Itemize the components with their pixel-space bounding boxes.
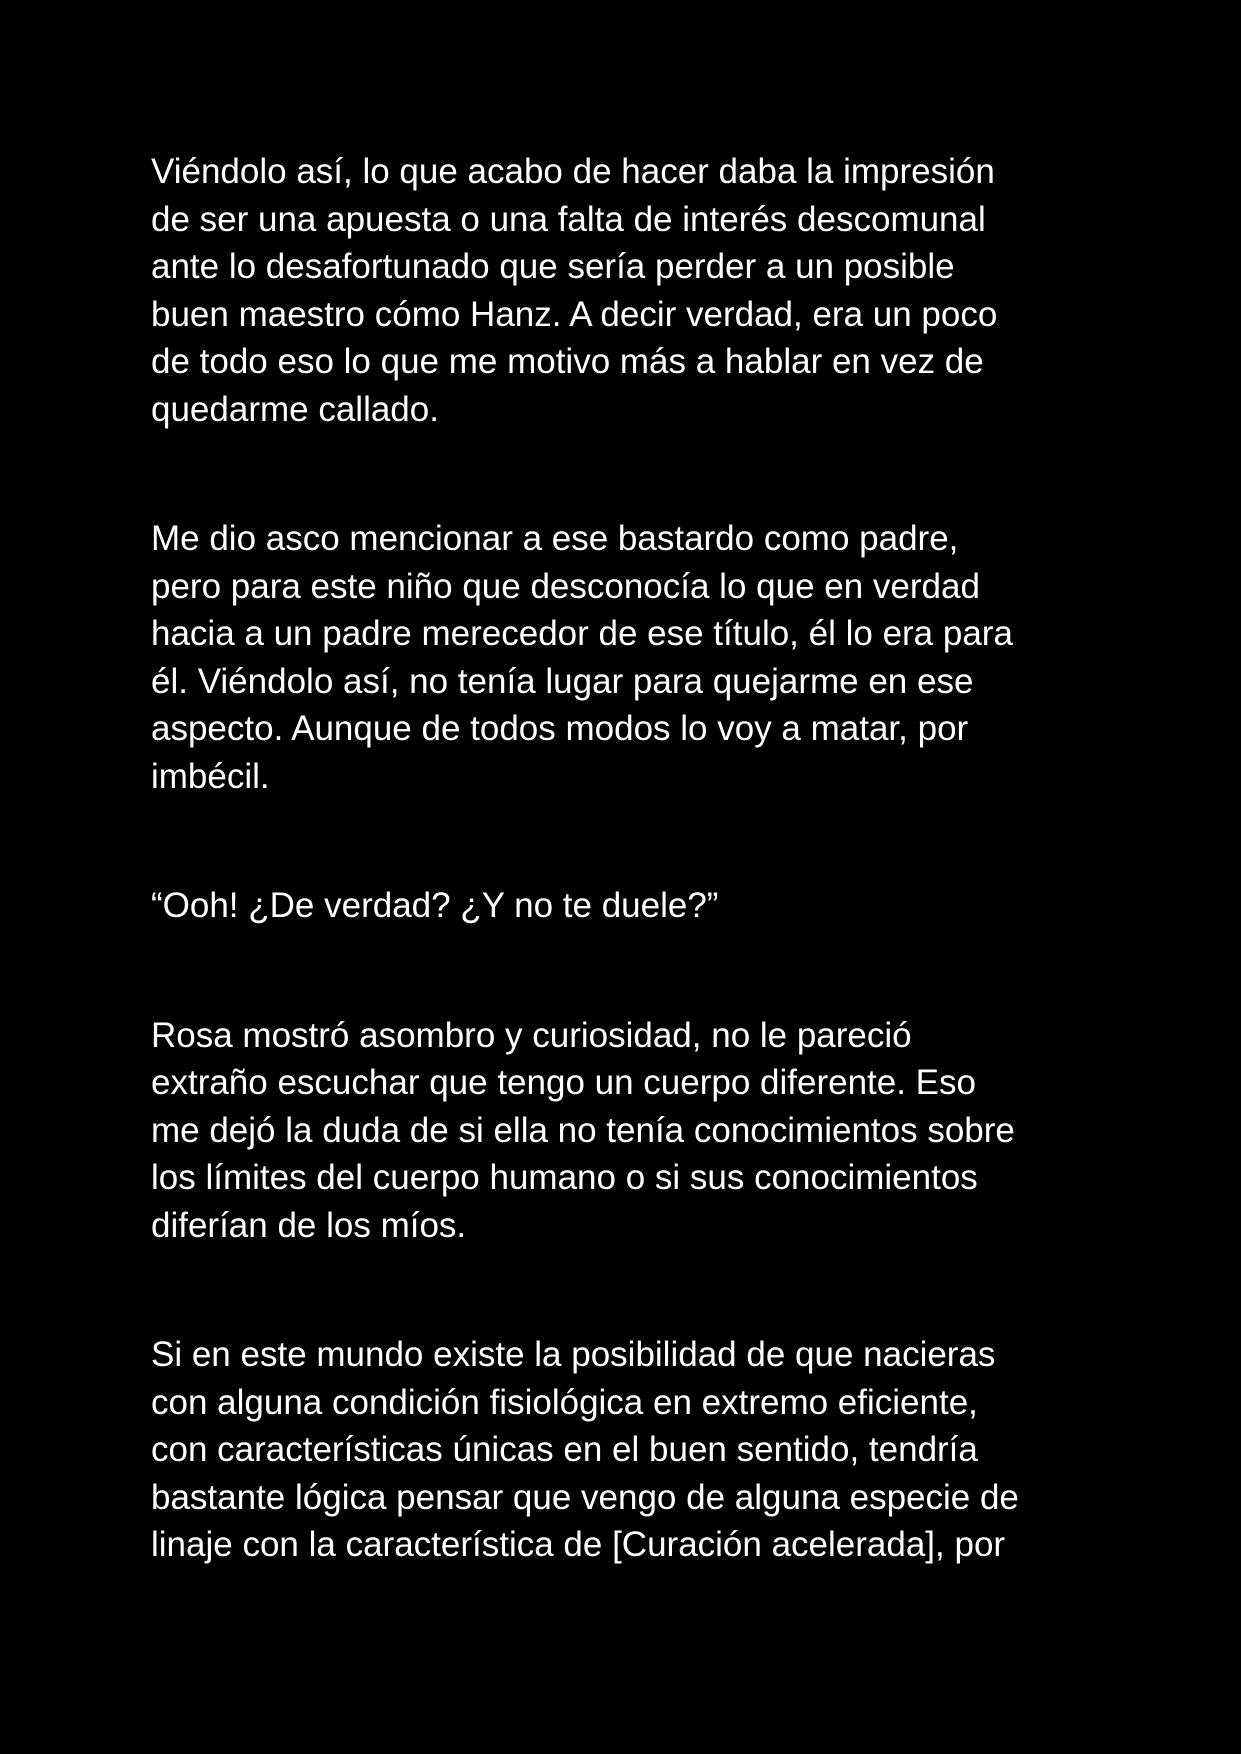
text-line: él. Viéndolo así, no tenía lugar para quejarme en ese: [151, 661, 974, 701]
text-line: de todo eso lo que me motivo más a hablar en vez de: [151, 342, 984, 381]
text-line: de ser una apuesta o una falta de interés descomunal: [151, 199, 986, 239]
text-line: quedarme callado.: [151, 389, 439, 429]
text-line: Si en este mundo existe la posibilidad de que nacieras: [151, 1335, 996, 1374]
paragraph-2: [151, 515, 1091, 800]
text-line: con características únicas en el buen sentido, tendría: [151, 1430, 978, 1469]
text-line: Viéndolo así, lo que acabo de hacer daba la impresión: [151, 152, 995, 191]
text-line: los límites del cuerpo humano o si sus conocimientos: [151, 1158, 978, 1197]
text-line: Me dio asco mencionar a ese bastardo como padre,: [151, 519, 959, 558]
text-line: con alguna condición fisiológica en extremo eficiente,: [151, 1382, 978, 1422]
text-line: linaje con la característica de [Curación acelerada], por: [151, 1525, 1006, 1564]
text-line: buen maestro cómo Hanz. A decir verdad, era un poco: [151, 294, 998, 334]
text-line: pero para este niño que desconocía lo que en verdad: [151, 566, 980, 606]
text-line: “Ooh! ¿De verdad? ¿Y no te duele?”: [151, 886, 719, 925]
paragraph-5: [151, 1331, 1091, 1569]
text-line: Rosa mostró asombro y curiosidad, no le pareció: [151, 1015, 912, 1055]
text-body: [151, 148, 1091, 1651]
paragraph-4: [151, 1012, 1091, 1250]
text-line: bastante lógica pensar que vengo de alguna especie de: [151, 1477, 1019, 1517]
paragraph-3-dialogue: [151, 882, 1091, 930]
text-line: extraño escuchar que tengo un cuerpo diferente. Eso: [151, 1063, 976, 1102]
text-line: imbécil.: [151, 756, 270, 796]
text-line: ante lo desafortunado que sería perder a un posible: [151, 247, 955, 286]
text-line: aspecto. Aunque de todos modos lo voy a matar, por: [151, 709, 969, 748]
text-line: me dejó la duda de si ella no tenía conocimientos sobre: [151, 1110, 1015, 1150]
text-line: diferían de los míos.: [151, 1205, 467, 1245]
text-line: hacia a un padre merecedor de ese título, él lo era para: [151, 614, 1013, 653]
paragraph-1: [151, 148, 1091, 433]
